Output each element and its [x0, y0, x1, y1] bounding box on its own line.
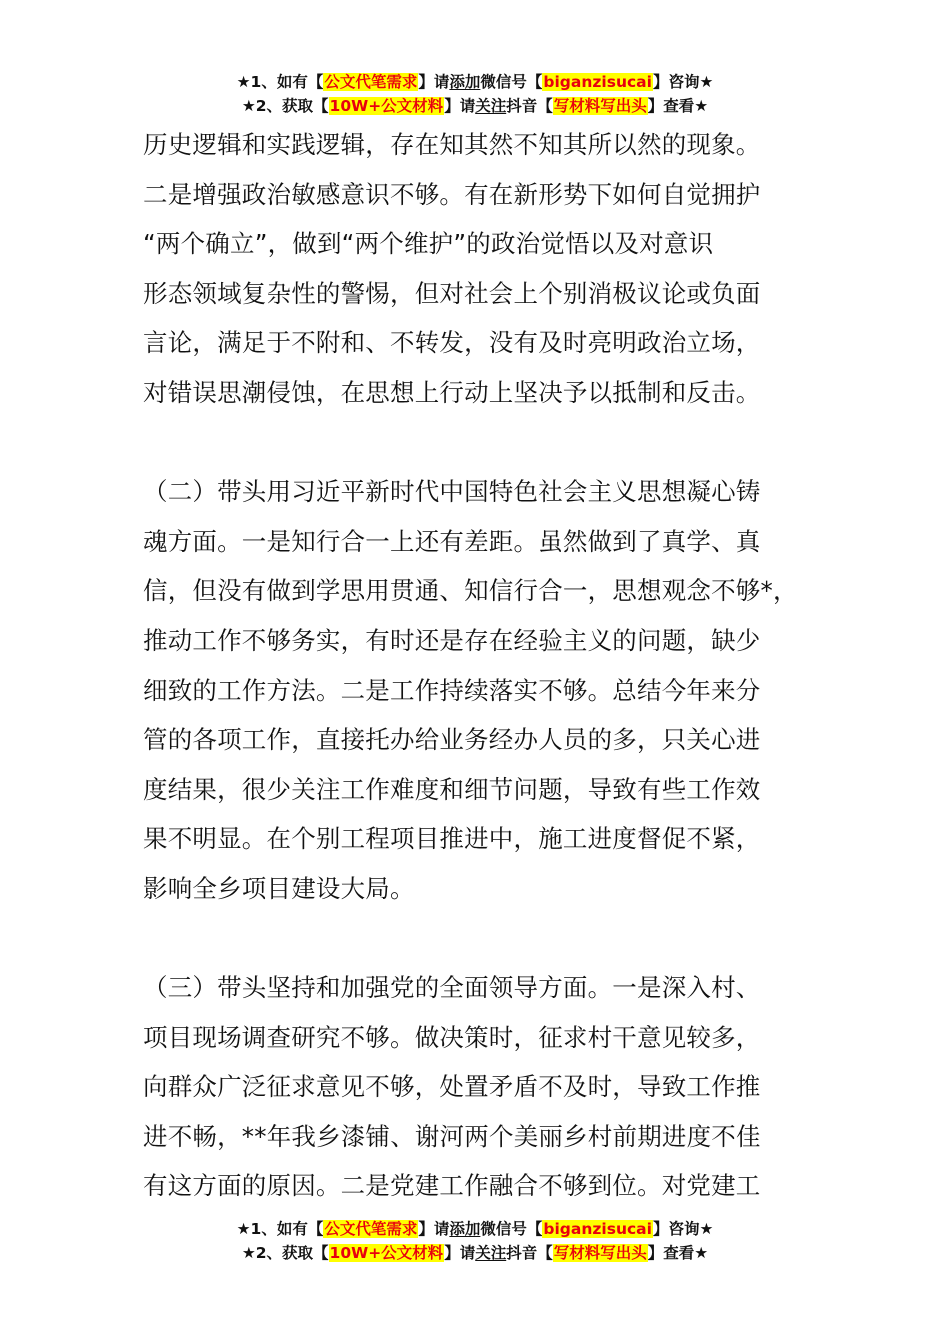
header-banner: [0, 70, 950, 118]
banner-text: 】请: [418, 1220, 450, 1238]
body-text-line: “两个确立”，做到“两个维护”的政治觉悟以及对意识: [143, 229, 714, 259]
banner-highlight-service: 公文代笔需求: [324, 73, 418, 91]
body-text-line: 管的各项工作，直接托办给业务经办人员的多，只关心进: [143, 725, 761, 755]
banner-text: ★2、获取【: [241, 1244, 329, 1262]
footer-banner: [0, 1217, 950, 1265]
banner-text: 】请: [444, 1244, 476, 1262]
body-text-line: （三）带头坚持和加强党的全面领导方面。一是深入村、: [143, 973, 761, 1003]
body-text-line: （二）带头用习近平新时代中国特色社会主义思想凝心铸: [143, 477, 761, 507]
banner-line-1: [0, 1217, 950, 1241]
banner-line-2: [0, 94, 950, 118]
body-text-line: 对错误思潮侵蚀，在思想上行动上坚决予以抵制和反击。: [143, 377, 761, 407]
body-text-line: 细致的工作方法。二是工作持续落实不够。总结今年来分: [143, 675, 761, 705]
banner-text: 】请: [418, 73, 450, 91]
banner-text: 】请: [444, 97, 476, 115]
body-text-line: 有这方面的原因。二是党建工作融合不够到位。对党建工: [143, 1171, 761, 1201]
body-text-line: 形态领域复杂性的警惕，但对社会上个别消极议论或负面: [143, 278, 761, 308]
banner-highlight-wechat: biganzisucai: [543, 1220, 652, 1238]
paragraph-gap: [143, 418, 823, 468]
banner-text: 抖音【: [506, 97, 553, 115]
body-text-line: 历史逻辑和实践逻辑，存在知其然不知其所以然的现象。: [143, 130, 761, 159]
banner-highlight-service: 公文代笔需求: [324, 1220, 418, 1238]
banner-text: 抖音【: [506, 1244, 553, 1262]
body-text-line: 魂方面。一是知行合一上还有差距。虽然做到了真学、真: [143, 526, 761, 556]
banner-text: 】咨询★: [652, 1220, 714, 1238]
body-text-line: 影响全乡项目建设大局。: [143, 873, 415, 903]
banner-emphasis: 添加: [449, 73, 481, 91]
banner-emphasis: 添加: [449, 1220, 481, 1238]
banner-highlight-materials: 10W+公文材料: [329, 97, 444, 115]
body-text-line: 果不明显。在个别工程项目推进中，施工进度督促不紧，: [143, 824, 761, 854]
body-text-line: 项目现场调查研究不够。做决策时，征求村干意见较多，: [143, 1022, 761, 1052]
banner-emphasis: 关注: [475, 1244, 507, 1262]
banner-highlight-douyin: 写材料写出头: [553, 97, 647, 115]
banner-text: ★2、获取【: [241, 97, 329, 115]
banner-text: 微信号【: [480, 73, 543, 91]
body-text-line: 向群众广泛征求意见不够，处置矛盾不及时，导致工作推: [143, 1072, 761, 1102]
banner-highlight-douyin: 写材料写出头: [553, 1244, 647, 1262]
body-text-line: 言论，满足于不附和、不转发，没有及时亮明政治立场，: [143, 328, 761, 358]
body-text-line: 度结果，很少关注工作难度和细节问题，导致有些工作效: [143, 774, 761, 804]
banner-highlight-wechat: biganzisucai: [543, 73, 652, 91]
banner-text: ★1、如有【: [236, 73, 324, 91]
body-text-line: 进不畅，**年我乡漆铺、谢河两个美丽乡村前期进度不佳: [143, 1121, 761, 1151]
document-body: [143, 120, 823, 1211]
banner-emphasis: 关注: [475, 97, 507, 115]
body-text-line: 推动工作不够务实，有时还是存在经验主义的问题，缺少: [143, 625, 761, 655]
paragraph-gap: [143, 914, 823, 964]
banner-line-2: [0, 1241, 950, 1265]
banner-text: 】查看★: [647, 97, 709, 115]
banner-text: 】咨询★: [652, 73, 714, 91]
banner-text: 微信号【: [480, 1220, 543, 1238]
banner-text: ★1、如有【: [236, 1220, 324, 1238]
banner-highlight-materials: 10W+公文材料: [329, 1244, 444, 1262]
body-text-line: 二是增强政治敏感意识不够。有在新形势下如何自觉拥护: [143, 179, 761, 209]
body-text-line: 信，但没有做到学思用贯通、知信行合一，思想观念不够*，: [143, 576, 798, 606]
banner-text: 】查看★: [647, 1244, 709, 1262]
banner-line-1: [0, 70, 950, 94]
